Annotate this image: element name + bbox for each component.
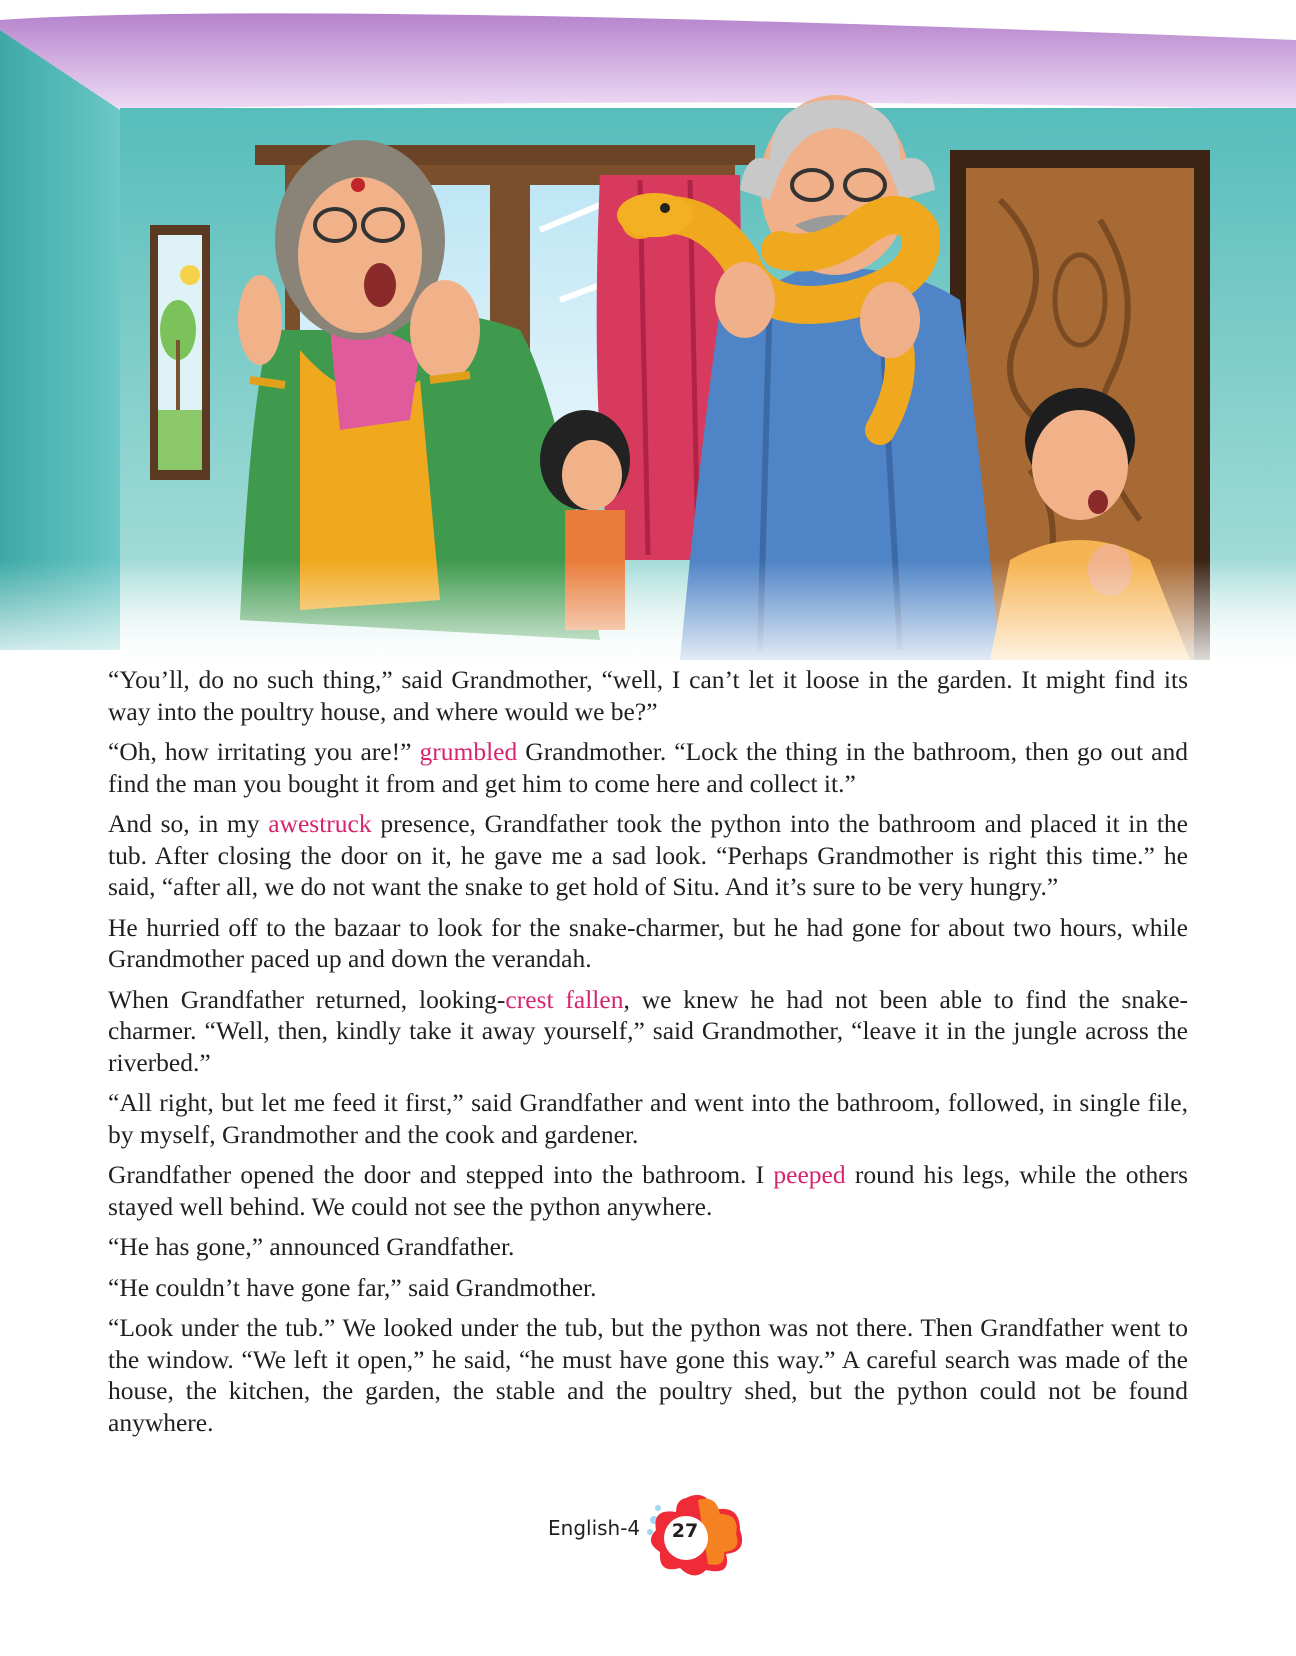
page-footer xyxy=(540,1490,760,1580)
vocab-word-awestruck: awestruck xyxy=(268,809,372,838)
page-number: 27 xyxy=(671,1520,699,1542)
story-paragraph: “Oh, how irritating you are!” grumbled Grandmother. “Lock the thing in the bathroom, then go out and find the man you bought it from and get him to come here and collect it.” xyxy=(108,737,1189,798)
story-paragraph: Grandfather opened the door and stepped into the bathroom. I peeped round his legs, while the others stayed well behind. We could not see the python anywhere. xyxy=(108,1160,1189,1221)
story-paragraph: “You’ll, do no such thing,” said Grandmother, “well, I can’t let it loose in the garden. It might find its way into the poultry house, and where would we be?” xyxy=(108,665,1188,726)
story-paragraph: “All right, but let me feed it first,” said Grandfather and went into the bathroom, followed, in single file, by myself, Grandmother and the cook and gardener. xyxy=(108,1088,1188,1149)
story-paragraph: And so, in my awestruck presence, Grandfather took the python into the bathroom and placed it in the tub. After closing the door on it, he gave me a sad look. “Perhaps Grandmother is right this time.” he said, “after all, we do not want the snake to get hold of Situ. And it’s sure to be very hungry.” xyxy=(108,809,1188,901)
story-paragraph: “He has gone,” announced Grandfather. xyxy=(108,1232,515,1261)
vocab-word-grumbled: grumbled xyxy=(419,737,518,766)
vocab-word-peeped: peeped xyxy=(773,1160,846,1189)
story-paragraph: “He couldn’t have gone far,” said Grandmother. xyxy=(108,1272,597,1302)
story-paragraph: He hurried off to the bazaar to look for the snake-charmer, but he had gone for about two hours, while Grandmother paced up and down the verandah. xyxy=(108,912,1188,973)
story-paragraph: “Look under the tub.” We looked under the tub, but the python was not there. Then Grandfather went to the window. “We left it open,” he said, “he must have gone this way.” A careful search was made of the house, the kitchen, the garden, the stable and the poultry shed, but the python could not be found anywhere. xyxy=(108,1313,1188,1437)
story-paragraph: When Grandfather returned, looking-crest fallen, we knew he had not been able to find the snake-charmer. “Well, then, kindly take it away yourself,” said Grandmother, “leave it in the jungle across the riverbed.” xyxy=(108,984,1189,1077)
story-text xyxy=(108,664,1188,1447)
illustration-scene-icon xyxy=(0,0,1296,680)
vocab-word-crest-fallen: crest fallen xyxy=(505,984,624,1014)
story-illustration xyxy=(0,0,1296,680)
book-label: English-4 xyxy=(548,1516,641,1540)
